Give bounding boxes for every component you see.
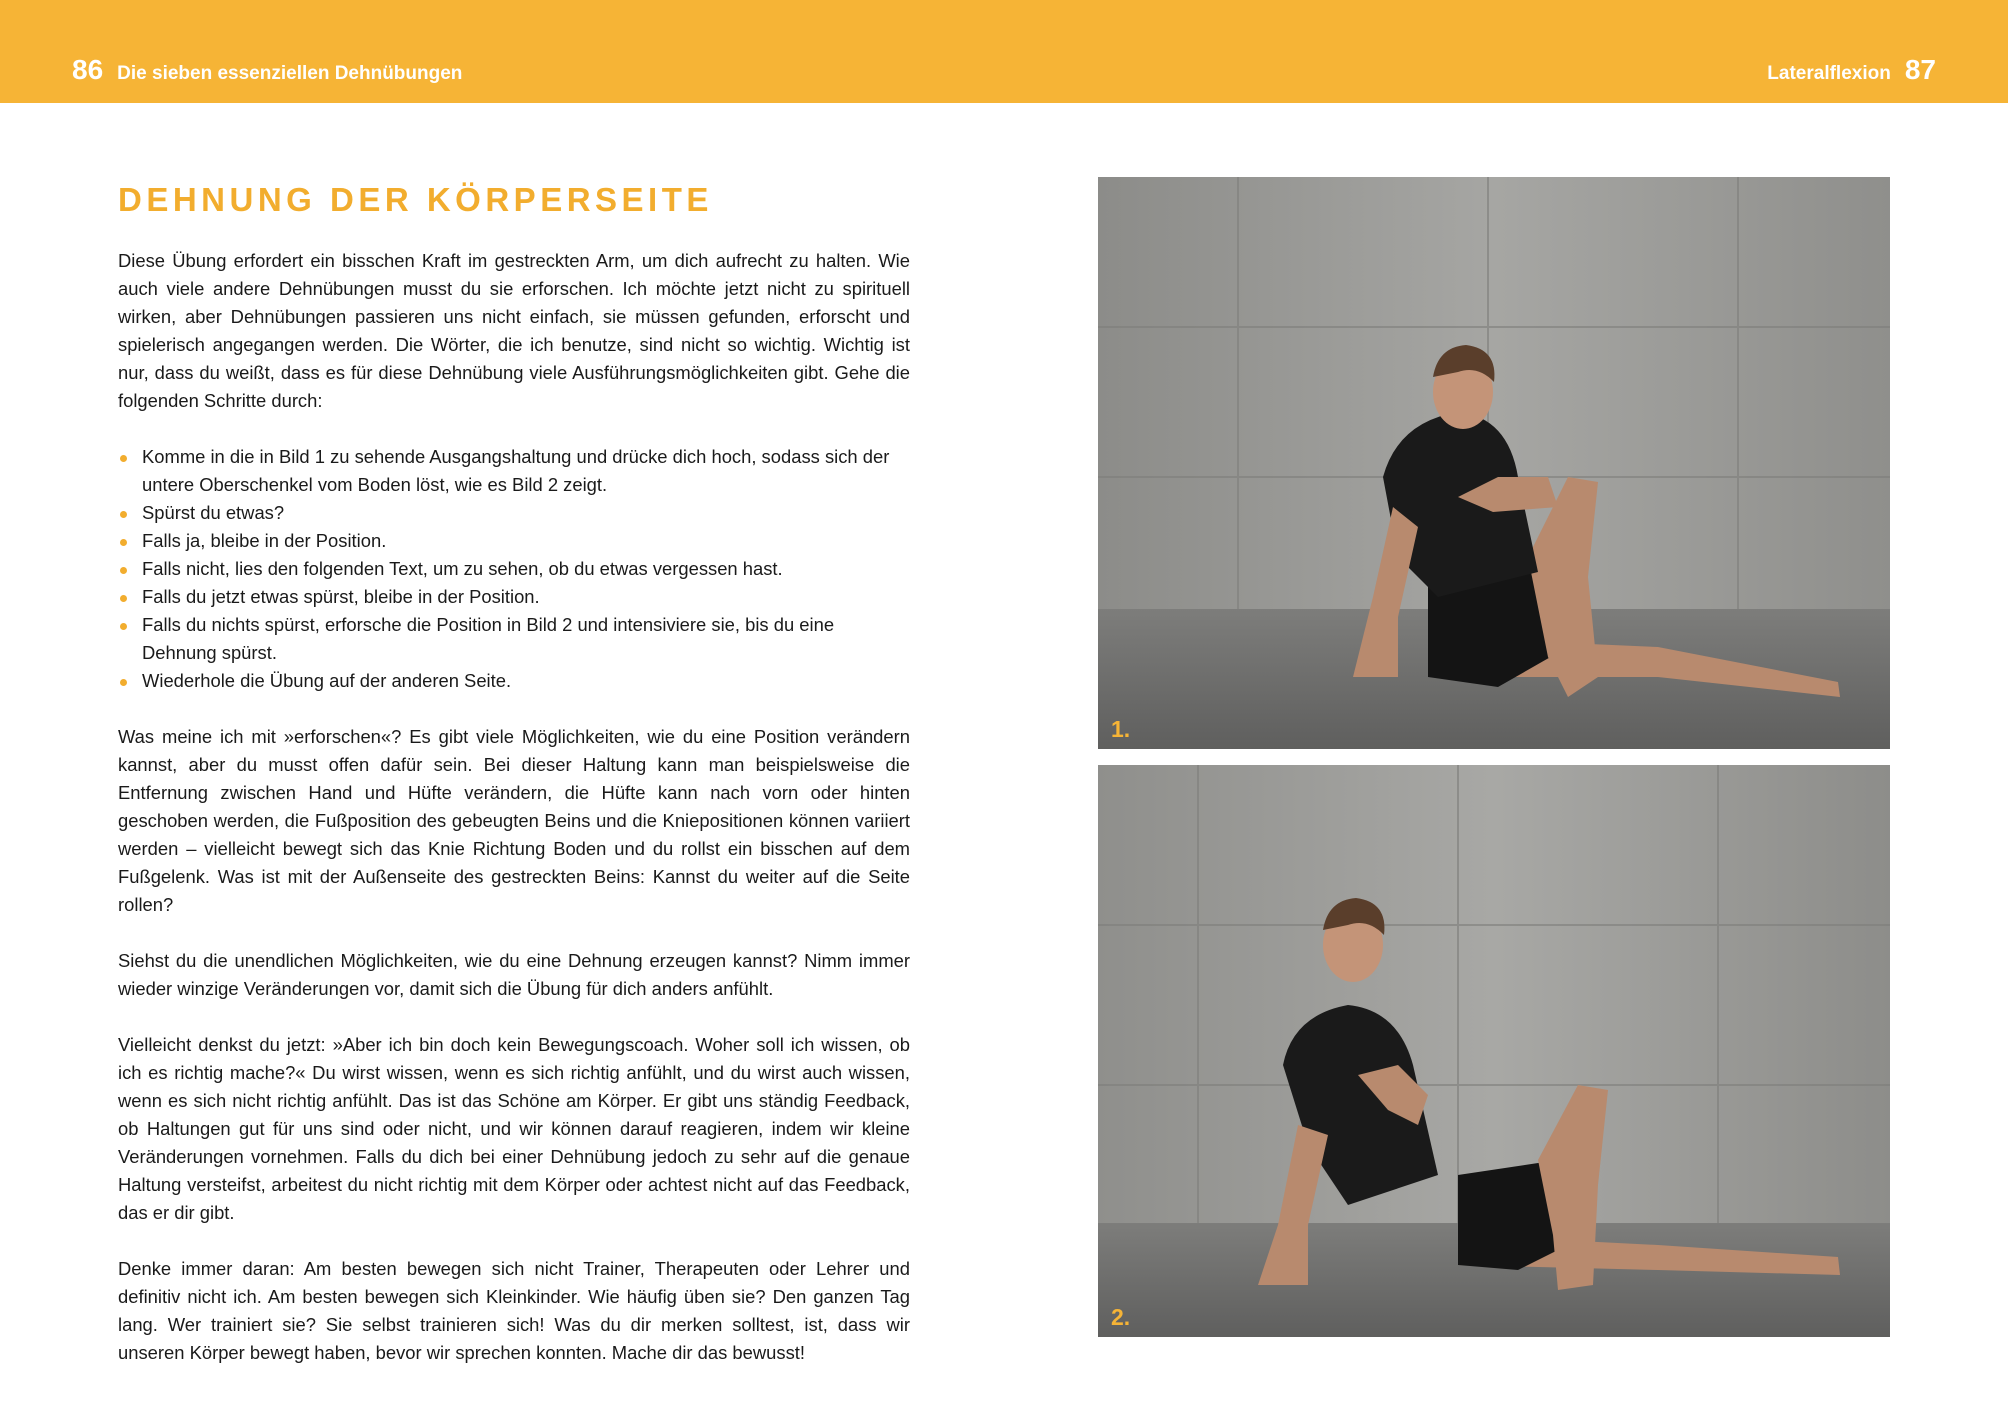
- list-item: Falls du nichts spürst, erforsche die Position in Bild 2 und intensiviere sie, bis du eine Dehnung spürst.: [118, 611, 910, 667]
- bullet-icon: [120, 511, 127, 518]
- bullet-icon: [120, 623, 127, 630]
- body-paragraph: Denke immer daran: Am besten bewegen sich nicht Trainer, Therapeuten oder Lehrer und definitiv nicht ich. Am besten bewegen sich Kleinkinder. Wie häufig üben sie? Den ganzen Tag lang. Wer trainiert sie? Sie selbst trainieren sich! Was du dir merken solltest, ist, dass wir unseren Körper bewegt haben, bevor wir sprechen konnten. Mache dir das bewusst!: [118, 1258, 910, 1363]
- left-page-number: 86: [72, 54, 104, 85]
- header-right: [1767, 54, 1936, 86]
- body-paragraph: Was meine ich mit »erforschen«? Es gibt viele Möglichkeiten, wie du eine Position verändern kannst, aber du musst offen dafür sein. Bei dieser Haltung kann man beispielsweise die Entfernung zwischen Hand und Hüfte verändern, die Hüfte kann nach vorn oder hinten geschoben werden, die Fußposition des gebeugten Beins und die Kniepositionen können variiert werden – vielleicht bewegt sich das Knie Richtung Boden und du rollst ein bisschen auf dem Fußgelenk. Was ist mit der Außenseite des gestreckten Beins: Kannst du weiter auf die Seite rollen?: [118, 726, 910, 915]
- exercise-photo-2: [1098, 765, 1890, 1337]
- list-item: Falls du jetzt etwas spürst, bleibe in der Position.: [118, 583, 910, 611]
- text-column: [118, 178, 910, 1395]
- bullet-icon: [120, 595, 127, 602]
- list-item: Falls ja, bleibe in der Position.: [118, 527, 910, 555]
- photo-1-illustration: [1098, 177, 1890, 749]
- list-item: Komme in die in Bild 1 zu sehende Ausgangshaltung und drücke dich hoch, sodass sich der untere Oberschenkel vom Boden löst, wie es Bild 2 zeigt.: [118, 443, 910, 499]
- bullet-icon: [120, 567, 127, 574]
- photo-2-illustration: [1098, 765, 1890, 1337]
- photo-label: 2.: [1111, 1304, 1131, 1330]
- body-paragraph: Siehst du die unendlichen Möglichkeiten, wie du eine Dehnung erzeugen kannst? Nimm immer wieder winzige Veränderungen vor, damit sich die Übung für dich anders anfühlt.: [118, 950, 910, 999]
- body-paragraph: Vielleicht denkst du jetzt: »Aber ich bin doch kein Bewegungscoach. Woher soll ich wissen, ob ich es richtig mache?« Du wirst wissen, wenn es sich richtig anfühlt, und du wirst auch wissen, wenn es sich nicht richtig anfühlt. Das ist das Schöne am Körper. Er gibt uns ständig Feedback, ob Haltungen gut für uns sind oder nicht, und wir können darauf reagieren, indem wir kleine Veränderungen vornehmen. Falls du dich bei einer Dehnübung jedoch zu sehr auf die genaue Haltung versteifst, arbeitest du nicht richtig mit dem Körper oder achtest nicht auf das Feedback, das er dir gibt.: [118, 1034, 910, 1223]
- photo-label: 1.: [1111, 716, 1131, 742]
- list-item: Spürst du etwas?: [118, 499, 910, 527]
- bullet-icon: [120, 679, 127, 686]
- section-name: Lateralflexion: [1767, 63, 1891, 84]
- steps-list: [118, 443, 910, 695]
- right-page-number: 87: [1904, 54, 1936, 85]
- bullet-icon: [120, 455, 127, 462]
- intro-paragraph: Diese Übung erfordert ein bisschen Kraft im gestreckten Arm, um dich aufrecht zu halten. Wie auch viele andere Dehnübungen musst du sie erforschen. Ich möchte jetzt nicht zu spirituell wirken, aber Dehnübungen passieren uns nicht einfach, sie müssen gefunden, erforscht und spielerisch angegangen werden. Die Wörter, die ich benutze, sind nicht so wichtig. Wichtig ist nur, dass du weißt, dass es für diese Dehnübung viele Ausführungsmöglichkeiten gibt. Gehe die folgenden Schritte durch:: [118, 250, 910, 411]
- chapter-title: Die sieben essenziellen Dehnübungen: [117, 63, 463, 84]
- exercise-photo-1: [1098, 177, 1890, 749]
- bullet-icon: [120, 539, 127, 546]
- header-left: [72, 54, 462, 86]
- exercise-title: DEHNUNG DER KÖRPERSEITE: [118, 181, 713, 218]
- list-item: Wiederhole die Übung auf der anderen Seite.: [118, 667, 910, 695]
- page-header-bar: [0, 0, 2008, 103]
- list-item: Falls nicht, lies den folgenden Text, um zu sehen, ob du etwas vergessen hast.: [118, 555, 910, 583]
